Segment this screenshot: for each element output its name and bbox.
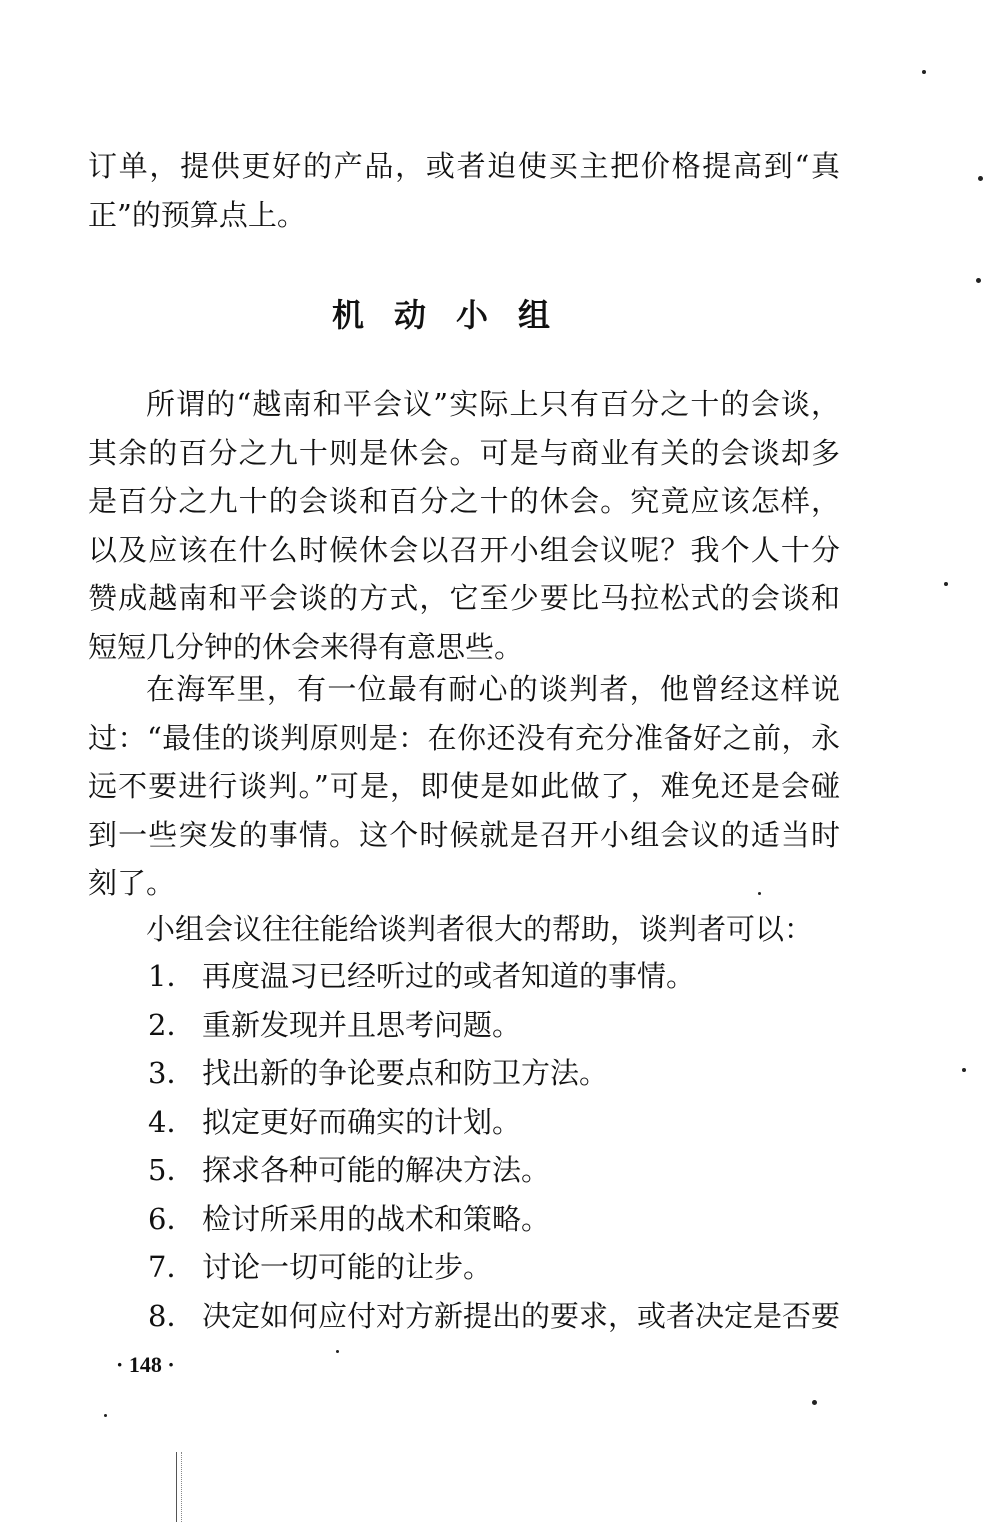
list-item-text: 决定如何应付对方新提出的要求，或者决定是否要 bbox=[202, 1298, 841, 1333]
paragraph-list-intro: 小组会议往往能给谈判者很大的帮助，谈判者可以： bbox=[146, 912, 814, 946]
list-item-number: 8． bbox=[148, 1298, 196, 1333]
list-item-number: 2． bbox=[148, 1007, 196, 1042]
page-number: · 148 · bbox=[116, 1352, 175, 1377]
scan-speck bbox=[336, 1350, 339, 1353]
paragraph-continued: 订单，提供更好的产品，或者迫使买主把价格提高到“真正”的预算点上。 bbox=[88, 149, 840, 232]
list-item bbox=[148, 1243, 848, 1292]
list-item-number: 4． bbox=[148, 1104, 196, 1139]
binding-edge-mark bbox=[176, 1452, 182, 1522]
list-item bbox=[148, 1292, 848, 1341]
scan-speck bbox=[944, 582, 948, 586]
list-item-number: 7． bbox=[148, 1250, 196, 1284]
list-item-text: 讨论一切可能的让步。 bbox=[202, 1250, 493, 1284]
scan-speck bbox=[758, 892, 761, 895]
scan-speck bbox=[104, 1414, 107, 1417]
list-item-text: 探求各种可能的解决方法。 bbox=[202, 1153, 551, 1187]
list-item-text: 再度温习已经听过的或者知道的事情。 bbox=[202, 959, 696, 993]
list-item-number: 3． bbox=[148, 1056, 196, 1090]
list-item-number: 6． bbox=[148, 1201, 196, 1236]
paragraph-navy-negotiator: 在海军里，有一位最有耐心的谈判者，他曾经这样说过：“最佳的谈判原则是：在你还没有充分准备好之前，永远不要进行谈判。”可是，即使是如此做了，难免还是会碰到一些突发的事情。这个时候就是召开小组会议的适当时刻了。 bbox=[88, 672, 840, 900]
list-item-number: 5． bbox=[148, 1153, 196, 1187]
paragraph-vietnam-talks: 所谓的“越南和平会议”实际上只有百分之十的会谈，其余的百分之九十则是休会。可是与商业有关的会谈却多是百分之九十的会谈和百分之十的休会。究竟应该怎样，以及应该在什么时候休会以召开小组会议呢？我个人十分赞成越南和平会谈的方式，它至少要比马拉松式的会谈和短短几分钟的休会来得有意思些。 bbox=[88, 387, 840, 664]
list-item bbox=[148, 1195, 848, 1244]
list-item bbox=[148, 952, 848, 1001]
scan-speck bbox=[962, 1068, 966, 1072]
list-item bbox=[148, 1146, 848, 1195]
scan-speck bbox=[976, 278, 981, 283]
list-item-text: 检讨所采用的战术和策略。 bbox=[202, 1201, 551, 1236]
section-heading: 机动小组 bbox=[331, 296, 580, 334]
scan-speck bbox=[812, 1400, 817, 1405]
scan-speck bbox=[922, 70, 926, 74]
list-item-number: 1． bbox=[148, 959, 196, 993]
list-item-text: 重新发现并且思考问题。 bbox=[202, 1007, 522, 1042]
list-item-text: 拟定更好而确实的计划。 bbox=[202, 1104, 522, 1139]
list-item bbox=[148, 1098, 848, 1147]
scan-speck bbox=[978, 176, 983, 181]
list-item bbox=[148, 1049, 848, 1098]
list-item-text: 找出新的争论要点和防卫方法。 bbox=[202, 1056, 609, 1090]
benefits-list bbox=[148, 952, 848, 1340]
list-item bbox=[148, 1001, 848, 1050]
